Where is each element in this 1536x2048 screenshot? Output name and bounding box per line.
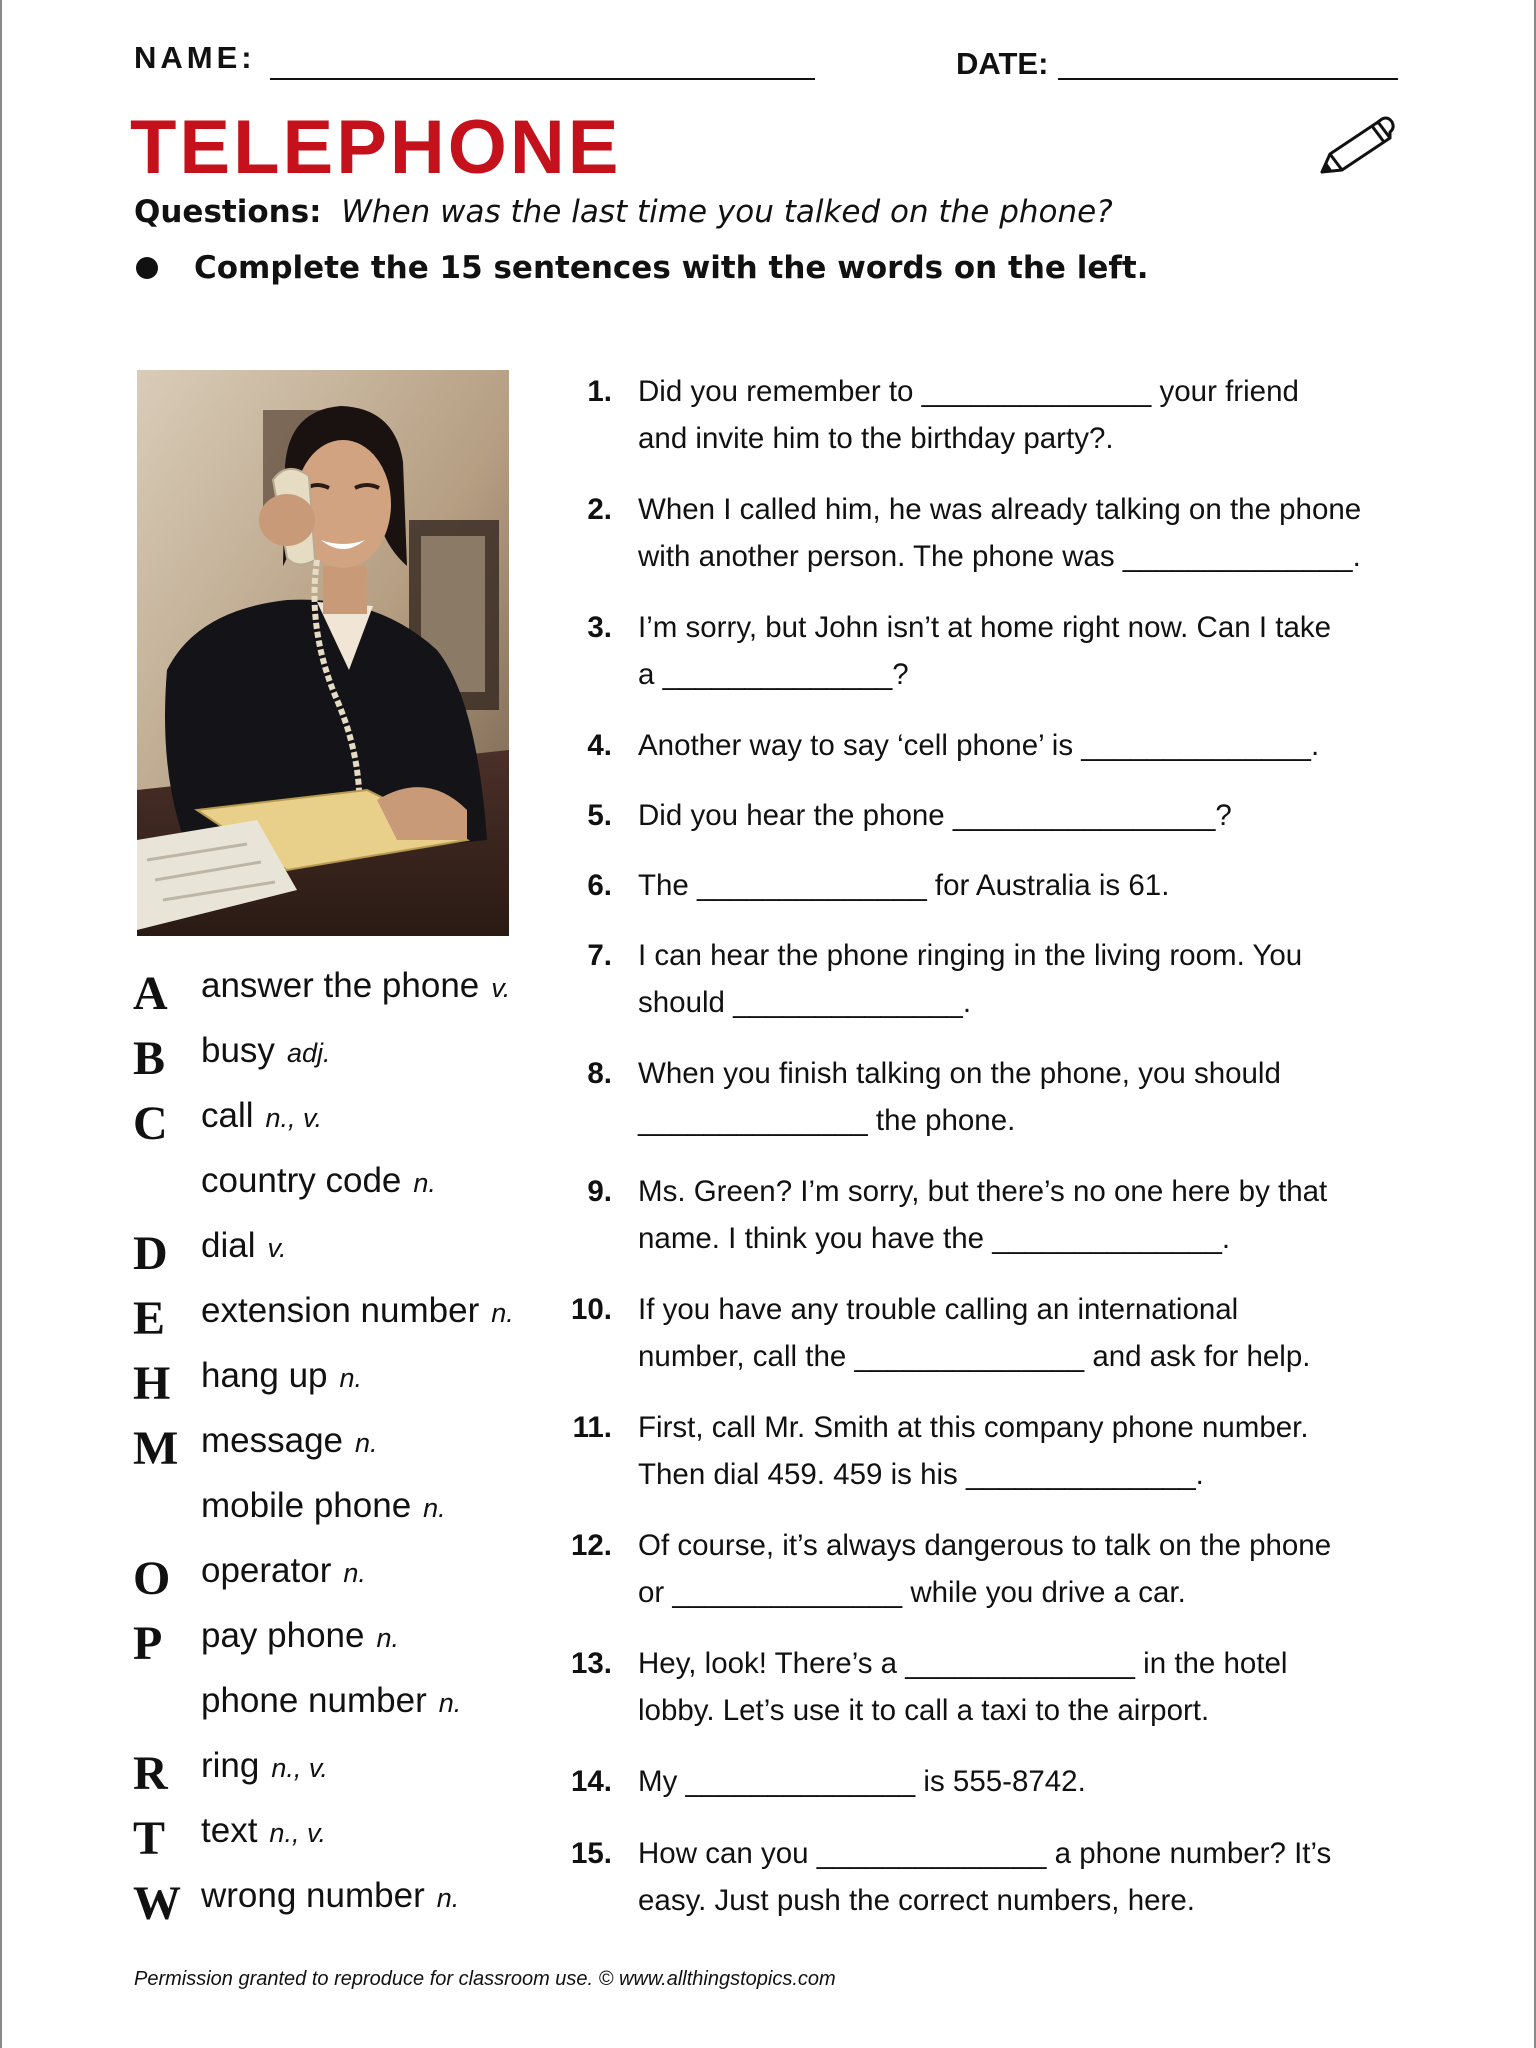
sentence-line-2: number, call the ______________ and ask for help. xyxy=(638,1340,1311,1373)
footer-permission-text: Permission granted to reproduce for classroom use. © www.allthingstopics.com xyxy=(134,1968,836,1990)
sentence-number: 15. xyxy=(570,1837,612,1870)
sentence-number: 12. xyxy=(570,1529,612,1562)
word-letter: T xyxy=(133,1812,166,1865)
word-bank-item xyxy=(133,1350,553,1415)
word-letter: E xyxy=(133,1292,166,1345)
part-of-speech: adj. xyxy=(286,1038,331,1068)
part-of-speech: v. xyxy=(267,1233,287,1263)
sentence-text xyxy=(638,1050,1418,1144)
word-letter: O xyxy=(133,1552,171,1605)
question-line xyxy=(134,194,1113,230)
name-label: NAME: xyxy=(134,40,256,75)
word-text: text xyxy=(201,1811,258,1850)
word-text: extension number xyxy=(201,1291,480,1330)
word-bank-item xyxy=(133,1610,553,1675)
sentence-text xyxy=(638,1168,1418,1262)
word-text: wrong number xyxy=(201,1876,425,1915)
sentence-line-1: My ______________ is 555-8742. xyxy=(638,1765,1086,1798)
part-of-speech: n. xyxy=(413,1168,436,1198)
word-letter: W xyxy=(133,1877,181,1930)
sentence-number: 10. xyxy=(570,1293,612,1326)
word-letter: R xyxy=(133,1747,168,1800)
sentence-line-2: easy. Just push the correct numbers, here. xyxy=(638,1884,1195,1917)
word-letter: C xyxy=(133,1097,168,1150)
part-of-speech: n. xyxy=(438,1688,462,1718)
word-term xyxy=(201,1551,366,1591)
word-bank-item xyxy=(133,1220,553,1285)
sentence-line-2: should ______________. xyxy=(638,986,972,1019)
sentence-number: 9. xyxy=(587,1175,612,1208)
word-letter: B xyxy=(133,1032,166,1085)
part-of-speech: n. xyxy=(339,1363,363,1393)
sentence-line-2: or ______________ while you drive a car. xyxy=(638,1576,1186,1609)
sentence-text xyxy=(638,486,1418,580)
sentence-number: 4. xyxy=(587,729,612,762)
sentence-number: 14. xyxy=(570,1765,612,1798)
word-text: ring xyxy=(201,1746,260,1785)
word-text: busy xyxy=(201,1031,275,1070)
part-of-speech: n. xyxy=(423,1493,446,1523)
word-text: dial xyxy=(201,1226,256,1265)
sentence-text xyxy=(638,722,1418,769)
part-of-speech: n. xyxy=(436,1883,460,1913)
word-bank-item xyxy=(133,1805,553,1870)
word-letter: H xyxy=(133,1357,171,1410)
word-text: message xyxy=(201,1421,344,1460)
name-field-line[interactable] xyxy=(270,78,815,80)
sentence-line-2: Then dial 459. 459 is his ______________. xyxy=(638,1458,1204,1491)
sentence-line-1: The ______________ for Australia is 61. xyxy=(638,869,1170,902)
sentence-text xyxy=(638,1758,1418,1805)
sentence-number: 13. xyxy=(570,1647,612,1680)
word-bank-item xyxy=(133,1870,553,1935)
word-bank xyxy=(133,960,553,1935)
part-of-speech: n. xyxy=(491,1298,514,1328)
word-bank-item xyxy=(133,1285,553,1350)
part-of-speech: n., v. xyxy=(265,1103,323,1133)
word-bank-item xyxy=(133,1090,553,1155)
part-of-speech: n. xyxy=(376,1623,400,1653)
sentence-text xyxy=(638,1640,1418,1734)
word-bank-item xyxy=(133,1155,553,1220)
word-text: mobile phone xyxy=(201,1486,412,1525)
word-letter: P xyxy=(133,1617,163,1670)
sentence-text xyxy=(638,792,1418,839)
word-term xyxy=(201,1031,330,1071)
part-of-speech: n. xyxy=(355,1428,378,1458)
sentence-number: 5. xyxy=(587,799,612,832)
word-bank-item xyxy=(133,1415,553,1480)
questions-label: Questions: xyxy=(134,194,322,230)
word-term xyxy=(201,1291,514,1331)
date-label: DATE: xyxy=(956,46,1049,81)
word-term xyxy=(201,1811,326,1851)
woman-on-phone-photo xyxy=(137,370,509,936)
word-bank-item xyxy=(133,1025,553,1090)
pencil-icon xyxy=(1316,114,1396,180)
word-bank-item xyxy=(133,1480,553,1545)
sentence-line-1: Of course, it’s always dangerous to talk on the phone xyxy=(638,1529,1332,1562)
sentence-text xyxy=(638,1286,1418,1380)
word-text: hang up xyxy=(201,1356,328,1395)
sentence-line-1: Another way to say ‘cell phone’ is ______________. xyxy=(638,729,1320,762)
part-of-speech: n., v. xyxy=(269,1818,326,1848)
word-term xyxy=(201,1616,399,1656)
word-text: country code xyxy=(201,1161,402,1200)
word-bank-item xyxy=(133,960,553,1025)
sentence-line-1: If you have any trouble calling an international xyxy=(638,1293,1239,1326)
sentence-line-2: name. I think you have the ______________. xyxy=(638,1222,1231,1255)
sentence-line-1: Ms. Green? I’m sorry, but there’s no one here by that xyxy=(638,1175,1328,1208)
sentence-line-2: and invite him to the birthday party?. xyxy=(638,422,1114,455)
sentence-line-1: Hey, look! There’s a ______________ in the hotel xyxy=(638,1647,1288,1680)
sentence-line-1: I can hear the phone ringing in the living room. You xyxy=(638,939,1303,972)
sentence-text xyxy=(638,932,1418,1026)
sentence-number: 3. xyxy=(587,611,612,644)
sentence-number: 8. xyxy=(587,1057,612,1090)
question-text: When was the last time you talked on the phone? xyxy=(341,194,1113,230)
part-of-speech: n. xyxy=(343,1558,366,1588)
sentence-text xyxy=(638,1404,1418,1498)
sentence-text xyxy=(638,368,1418,462)
sentence-number: 1. xyxy=(587,375,612,408)
sentence-text xyxy=(638,604,1418,698)
sentence-line-2: ______________ the phone. xyxy=(638,1104,1016,1137)
word-term xyxy=(201,1876,459,1916)
sentence-line-1: Did you hear the phone ________________? xyxy=(638,799,1232,832)
sentence-line-1: How can you ______________ a phone number? It’s xyxy=(638,1837,1332,1870)
word-term xyxy=(201,1421,378,1461)
sentence-number: 2. xyxy=(587,493,612,526)
sentence-line-1: When you finish talking on the phone, you should xyxy=(638,1057,1281,1090)
sentence-number: 6. xyxy=(587,869,612,902)
word-term xyxy=(201,1746,328,1786)
sentence-number: 7. xyxy=(587,939,612,972)
sentence-line-1: Did you remember to ______________ your friend xyxy=(638,375,1299,408)
sentence-line-1: I’m sorry, but John isn’t at home right now. Can I take xyxy=(638,611,1332,644)
sentence-line-2: a ______________? xyxy=(638,658,909,691)
word-text: answer the phone xyxy=(201,966,480,1005)
word-bank-item xyxy=(133,1545,553,1610)
word-term xyxy=(201,1161,436,1201)
word-letter: M xyxy=(133,1422,179,1475)
word-letter: D xyxy=(133,1227,168,1280)
word-term xyxy=(201,1226,286,1266)
sentence-line-2: with another person. The phone was ______________. xyxy=(638,540,1361,573)
word-bank-item xyxy=(133,1740,553,1805)
sentence-line-1: When I called him, he was already talking on the phone xyxy=(638,493,1362,526)
sentence-number: 11. xyxy=(572,1411,612,1444)
word-text: call xyxy=(201,1096,254,1135)
part-of-speech: n., v. xyxy=(271,1753,328,1783)
word-bank-item xyxy=(133,1675,553,1740)
word-text: pay phone xyxy=(201,1616,365,1655)
page-title: TELEPHONE xyxy=(130,105,622,190)
sentence-text xyxy=(638,1522,1418,1616)
word-letter: A xyxy=(133,967,168,1020)
word-text: operator xyxy=(201,1551,332,1590)
sentence-line-1: First, call Mr. Smith at this company phone number. xyxy=(638,1411,1309,1444)
word-text: phone number xyxy=(201,1681,427,1720)
date-field-line[interactable] xyxy=(1058,78,1398,80)
word-term xyxy=(201,1356,362,1396)
sentence-line-2: lobby. Let’s use it to call a taxi to the airport. xyxy=(638,1694,1210,1727)
word-term xyxy=(201,966,510,1006)
sentence-text xyxy=(638,862,1418,909)
word-term xyxy=(201,1486,446,1526)
instruction-text: Complete the 15 sentences with the words on the left. xyxy=(194,250,1149,286)
sentence-text xyxy=(638,1830,1418,1924)
part-of-speech: v. xyxy=(491,973,511,1003)
word-term xyxy=(201,1096,322,1136)
bullet-icon xyxy=(136,257,158,279)
word-term xyxy=(201,1681,461,1721)
page-edge-left xyxy=(0,0,2,2048)
